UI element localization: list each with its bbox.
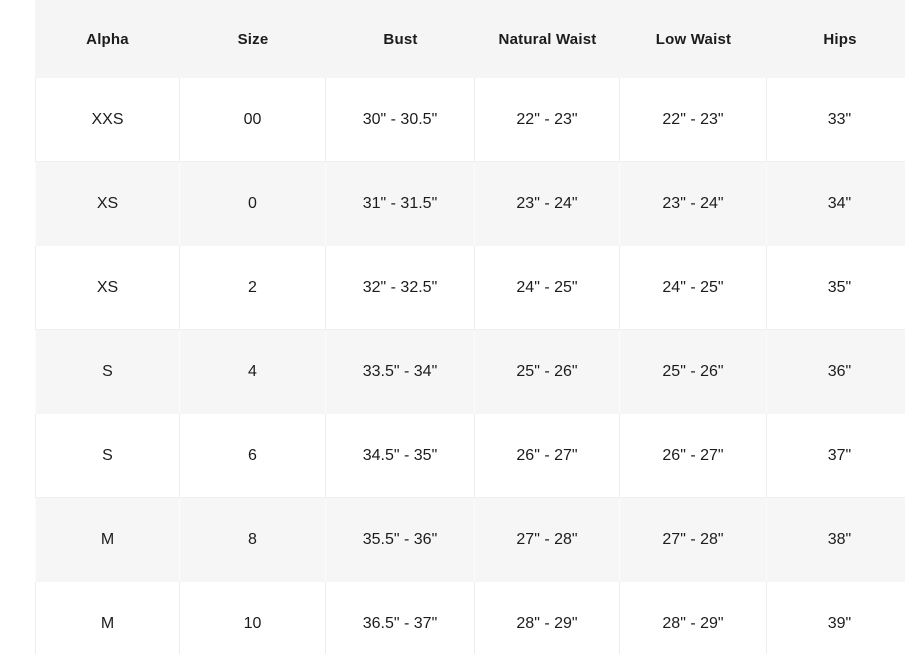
table-cell: 34" <box>767 162 905 246</box>
table-cell: 10 <box>180 582 326 654</box>
column-header-natural-waist: Natural Waist <box>475 0 620 78</box>
table-cell: 35" <box>767 246 905 330</box>
table-cell: 26" - 27" <box>620 414 767 498</box>
table-cell: 24" - 25" <box>475 246 620 330</box>
table-cell: 36" <box>767 330 905 414</box>
table-cell: 33" <box>767 78 905 162</box>
table-cell: 32" - 32.5" <box>326 246 475 330</box>
table-cell: 6 <box>180 414 326 498</box>
table-cell: 37" <box>767 414 905 498</box>
table-cell: XXS <box>35 78 180 162</box>
table-row <box>35 414 905 498</box>
table-cell: 0 <box>180 162 326 246</box>
table-row <box>35 330 905 414</box>
table-row <box>35 78 905 162</box>
table-cell: M <box>35 498 180 582</box>
table-cell: 36.5" - 37" <box>326 582 475 654</box>
table-cell: 23" - 24" <box>620 162 767 246</box>
column-header-hips: Hips <box>767 0 905 78</box>
table-cell: 34.5" - 35" <box>326 414 475 498</box>
column-header-low-waist: Low Waist <box>620 0 767 78</box>
size-chart-table <box>35 0 905 654</box>
table-cell: 25" - 26" <box>620 330 767 414</box>
table-cell: 8 <box>180 498 326 582</box>
table-cell: M <box>35 582 180 654</box>
table-cell: 22" - 23" <box>475 78 620 162</box>
table-cell: S <box>35 414 180 498</box>
table-cell: 23" - 24" <box>475 162 620 246</box>
column-header-bust: Bust <box>326 0 475 78</box>
table-cell: 2 <box>180 246 326 330</box>
header-row <box>35 0 905 78</box>
column-header-size: Size <box>180 0 326 78</box>
table-row <box>35 582 905 654</box>
table-cell: 4 <box>180 330 326 414</box>
table-cell: 22" - 23" <box>620 78 767 162</box>
table-row <box>35 498 905 582</box>
table-cell: 31" - 31.5" <box>326 162 475 246</box>
table-cell: XS <box>35 162 180 246</box>
table-cell: 30" - 30.5" <box>326 78 475 162</box>
table-cell: 28" - 29" <box>475 582 620 654</box>
table-cell: 26" - 27" <box>475 414 620 498</box>
table-cell: 35.5" - 36" <box>326 498 475 582</box>
table-cell: 28" - 29" <box>620 582 767 654</box>
column-header-alpha: Alpha <box>35 0 180 78</box>
table-cell: XS <box>35 246 180 330</box>
table-cell: 25" - 26" <box>475 330 620 414</box>
table-cell: 24" - 25" <box>620 246 767 330</box>
table-cell: S <box>35 330 180 414</box>
table-cell: 39" <box>767 582 905 654</box>
table-body <box>35 78 905 654</box>
table-cell: 38" <box>767 498 905 582</box>
table-cell: 00 <box>180 78 326 162</box>
table-row <box>35 162 905 246</box>
table-cell: 33.5" - 34" <box>326 330 475 414</box>
table-cell: 27" - 28" <box>475 498 620 582</box>
table-cell: 27" - 28" <box>620 498 767 582</box>
table-row <box>35 246 905 330</box>
